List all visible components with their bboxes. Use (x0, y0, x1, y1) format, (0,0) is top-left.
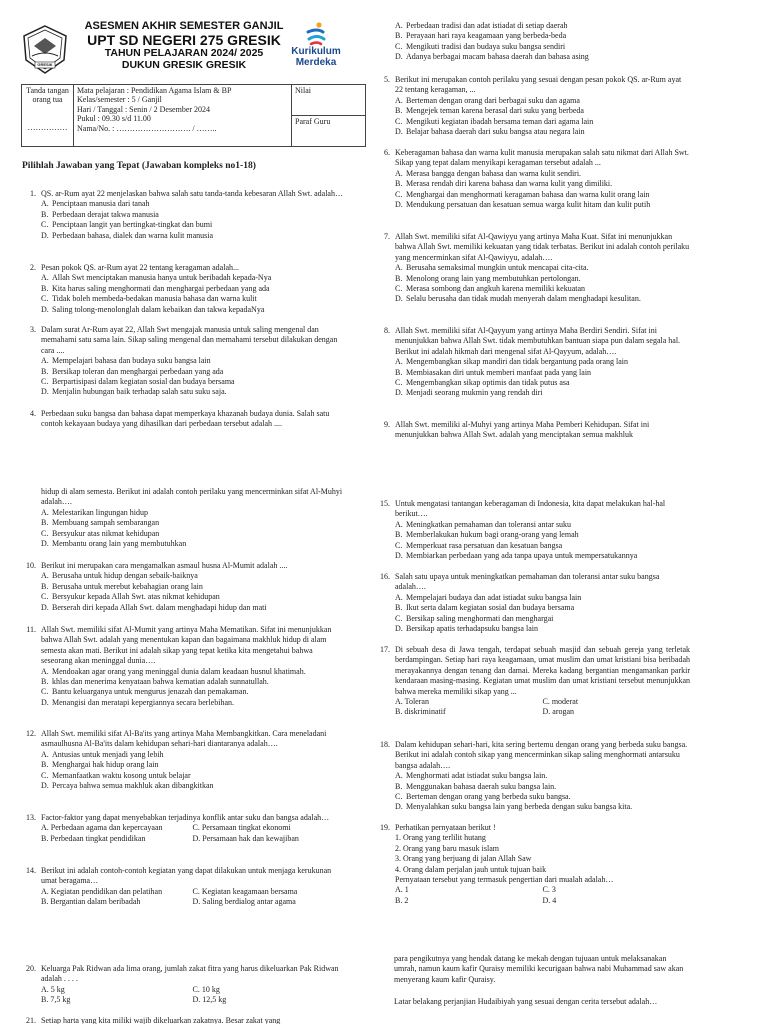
option-a[interactable]: A. Mendoakan agar orang yang meninggal dunia dalam keadaan husnul khatimah. (41, 666, 306, 676)
option-b[interactable]: B. 7,5 kg (41, 995, 71, 1005)
question-number: 3. (30, 325, 36, 334)
question-1 (22, 189, 344, 241)
option-d[interactable]: D. Persamaan hak dan kewajiban (192, 833, 299, 843)
statement-3: 3. Orang yang berjuang di jalan Allah Saw (395, 854, 532, 864)
question-7 (376, 232, 690, 305)
option-d[interactable]: D. Menjadi seorang mukmin yang rendah diri (395, 388, 543, 398)
kurikulum-merdeka-logo (282, 22, 350, 74)
teacher-initial-cell (292, 116, 366, 147)
question-text: Untuk mengatasi tantangan keberagaman di Indonesia, kita dapat melakukan hal-hal berikut…. (395, 499, 666, 519)
question-text: QS. ar-Rum ayat 22 menjelaskan bahwa salah satu tanda-tanda kebesaran Allah Swt. adalah… (41, 189, 343, 198)
question-text: Berikut ini adalah contoh-contoh kegiatan yang dapat dilakukan untuk menjaga kerukunan umat beragama… (41, 866, 332, 886)
kurikulum-text-2: Merdeka (295, 56, 337, 68)
question-number: 7. (384, 232, 390, 241)
statement-2: 2. Orang yang baru masuk islam (395, 843, 499, 853)
option-b[interactable]: B. Perbedaan tingkat pendidikan (41, 833, 146, 843)
time-field: Pukul : 09.30 s/d 11.00 (77, 114, 151, 124)
option-d[interactable]: D. Belajar bahasa daerah dari suku bangsa atau negara lain (395, 127, 585, 137)
score-cell (292, 85, 366, 116)
name-field[interactable]: Nama/No. : ………………………. / …….. (77, 123, 217, 133)
option-c[interactable]: C. Merasa sombong dan angkuh karena memiliki kekuatan (395, 284, 586, 294)
question-14 (22, 866, 344, 908)
option-b[interactable]: B. Menolong orang lain yang membutuhkan pertolongan. (395, 273, 581, 283)
option-b[interactable]: B. Menghargai hak hidup orang lain (41, 760, 159, 770)
option-d[interactable]: D. 4 (542, 895, 557, 905)
logo-text: GRESIK (37, 62, 53, 67)
question-3 (22, 325, 344, 398)
option-b[interactable]: B. Menggunakan bahasa daerah suku bangsa lain. (395, 781, 557, 791)
parent-signature-cell (22, 85, 74, 147)
option-a[interactable]: A. Toleran (395, 697, 429, 707)
option-c[interactable]: C. Memanfaatkan waktu kosong untuk belajar (41, 770, 191, 780)
option-a[interactable]: A. Mempelajari bahasa dan budaya suku bangsa lain (41, 356, 211, 366)
school-year: TAHUN PELAJARAN 2024/ 2025 (104, 47, 264, 59)
question-text: Keluarga Pak Ridwan ada lima orang, jumlah zakat fitra yang harus dikeluarkan Pak Ridwan adalah . . . . (41, 964, 339, 984)
option-c[interactable]: C. Kegiatan keagamaan bersama (192, 886, 298, 896)
option-a[interactable]: A. Kegiatan pendidikan dan pelatihan (41, 886, 163, 896)
option-b[interactable]: B. Mengejek teman karena berasal dari suku yang berbeda (395, 106, 584, 116)
school-header (84, 20, 284, 71)
story-paragraph: para pengikutnya yang hendak datang ke mekah dengan tujuaan untuk melaksanakan umrah, namun kaum kafir Quraisy memiliki kecurigaan bahwa nabi Muhammad saw akan menyerang kaum kafir Quraisy. (394, 954, 684, 984)
question-text: Setiap harta yang kita miliki wajib dikeluarkan zakatnya. Besar zakat yang (41, 1016, 281, 1024)
question-text: Allah Swt. memiliki sifat Al-Ba'its yang artinya Maha Membangkitkan. Cara meneladani asmaulhusna Al-Ba'its dalam kehidupan sehari-hari diantaranya adalah…. (41, 729, 327, 749)
option-a[interactable]: A. Mengembangkan sikap mandiri dan tidak bergantung pada orang lain (395, 357, 629, 367)
question-text: Allah Swt. memiliki sifat Al-Qayyum yang artinya Maha Berdiri Sendiri. Sifat ini menunjukkan bahwa Allah Swt. tidak membutuhkan bantuan siapa pun dalam segala hal. Berikut ini adalah hikmah dari mengenal sifat Al-Qayyum, adalah…. (395, 326, 681, 356)
option-d[interactable]: D. Percaya bahwa semua makhluk akan dibangkitkan (41, 781, 214, 791)
option-c[interactable]: C. Berteman dengan orang yang berbeda suku bangsa. (395, 792, 571, 802)
student-info-table (21, 84, 366, 147)
option-c[interactable]: C. 10 kg (192, 984, 220, 994)
option-b[interactable]: B. 2 (395, 895, 409, 905)
option-a[interactable]: A. Antusias untuk menjadi yang lebih (41, 749, 164, 759)
teacher-initial-label: Paraf Guru (295, 117, 331, 126)
option-d[interactable]: D. 12,5 kg (192, 995, 227, 1005)
option-b[interactable]: B. Perayaan hari raya keagamaan yang berbeda-beda (395, 31, 567, 41)
question-8 (376, 326, 690, 399)
question-20 (22, 964, 344, 1006)
question-5 (376, 75, 690, 137)
option-d[interactable]: D. Membantu orang lain yang membutuhkan (41, 539, 187, 549)
option-b[interactable]: B. Kita harus saling menghormati dan menghargai perbedaan yang ada (41, 283, 270, 293)
option-a[interactable]: A. Perbedaan agama dan kepercayaan (41, 823, 163, 833)
option-c[interactable]: C. Penciptaan langit yan bertingkat-tingkat dan bumi (41, 220, 213, 230)
option-c[interactable]: C. Bersyukur kepada Allah Swt. atas nikmat kehidupan (41, 592, 220, 602)
question-9 (376, 420, 690, 441)
question-4 (22, 409, 344, 430)
question-text: Factor-faktor yang dapat menyebabkan terjadinya konflik antar suku dan bangsa adalah… (41, 813, 330, 822)
question-text: Allah Swt. memiliki al-Muhyi yang artinya Maha Pemberi Kehidupan. Sifat ini menunjukkan bahwa Allah Swt. adalah yang menciptakan semua makhluk (395, 420, 650, 440)
question-text: Perbedaan suku bangsa dan bahasa dapat memperkaya khazanah budaya dunia. Salah satu contoh kekayaan budaya yang dihasilkan dari perbedaan tersebut adalah .... (41, 409, 330, 429)
question-text: Berikut ini merupakan contoh perilaku yang sesuai dengan pesan pokok QS. ar-Rum ayat 22 tentang keragaman, ... (395, 75, 682, 95)
question-number: 9. (384, 420, 390, 429)
option-a[interactable]: A. Penciptaan manusia dari tanah (41, 199, 150, 209)
school-location: DUKUN GRESIK GRESIK (121, 58, 247, 71)
question-18 (376, 740, 690, 813)
subject-field: Mata pelajaran : Pendidikan Agama Islam & BP (77, 86, 232, 95)
statement-1: 1. Orang yang terlilit hutang (395, 833, 486, 843)
question-19-prompt: Pernyataan tersebut yang termasuk pengertian dari mualah adalah… (395, 875, 614, 885)
question-16 (376, 572, 690, 634)
question-13 (22, 813, 344, 844)
statement-4: 4. Orang dalam perjalan jauh untuk tujuan baik (395, 864, 547, 874)
option-a[interactable]: A. Mempelajari budaya dan adat istiadat suku bangsa lain (395, 592, 582, 602)
question-number: 2. (30, 263, 36, 272)
option-d[interactable]: D. Adanya berbagai macam bahasa daerah dan bahasa asing (395, 52, 589, 62)
question-15 (376, 499, 690, 561)
option-c[interactable]: C. Mengikuti tradisi dan budaya suku bangsa sendiri (395, 41, 566, 51)
option-a[interactable]: A. Melestarikan lingungan hidup (41, 507, 148, 517)
option-a[interactable]: A. Berusaha semaksimal mungkin untuk mencapai cita-cita. (395, 263, 589, 273)
question-number: 11. (26, 625, 36, 634)
option-c[interactable]: C. Tidak boleh membeda-bedakan manusia bahasa dan warna kulit (41, 294, 257, 304)
option-b[interactable]: B. Membiasakan diri untuk memberi manfaat pada yang lain (395, 367, 592, 377)
option-b[interactable]: B. Perbedaan derajat takwa manusia (41, 209, 159, 219)
option-a[interactable]: A. Berusaha untuk hidup dengan sebaik-baiknya (41, 571, 198, 581)
option-c[interactable]: C. Berpartisipasi dalam kegiatan sosial dan budaya bersama (41, 377, 235, 387)
exam-details-cell (74, 85, 292, 147)
option-c[interactable]: C. moderat (542, 697, 579, 707)
option-b[interactable]: B. Merasa rendah diri karena bahasa dan warna kulit yang dimiliki. (395, 179, 613, 189)
option-c[interactable]: C. Bersikap saling menghormati dan menghargai (395, 613, 554, 623)
option-c[interactable]: C. Persamaan tingkat ekonomi (192, 823, 291, 833)
option-b[interactable]: B. diskriminatif (395, 707, 446, 717)
option-c[interactable]: C. Mengikuti kegiatan ibadah bersama teman dari agama lain (395, 116, 594, 126)
option-d[interactable]: D. Menjalin hubungan baik terhadap salah satu suku saja. (41, 387, 227, 397)
option-a[interactable]: A. 5 kg (41, 984, 65, 994)
option-b[interactable]: B. Bersikap toleran dan menghargai perbedaan yang ada (41, 366, 224, 376)
option-c[interactable]: C. 3 (542, 885, 556, 895)
option-d[interactable]: D. Berserah diri kepada Allah Swt. dalam menghadapi hidup dan mati (41, 602, 267, 612)
option-d[interactable]: D. Membiarkan perbedaan yang ada tanpa upaya untuk mempersatukannya (395, 551, 638, 561)
question-number: 1. (30, 189, 36, 198)
option-c[interactable]: C. Bersyukur atas nikmat kehidupan (41, 528, 160, 538)
school-name: UPT SD NEGERI 275 GRESIK (87, 32, 281, 48)
question-number: 14. (26, 866, 36, 875)
question-9-continued (22, 487, 344, 549)
question-number: 13. (26, 813, 36, 822)
option-b[interactable]: B. khlas dan menerima kenyataan bahwa kematian adalah sunnatullah. (41, 677, 269, 687)
question-number: 16. (380, 572, 390, 581)
question-text: Berikut ini merupakan cara mengamalkan asmaul husna Al-Mumit adalah .... (41, 561, 288, 570)
option-a[interactable]: A. Perbedaan tradisi dan adat istiadat di setiap daerah (395, 21, 568, 30)
class-field: Kelas/semester : 5 / Ganjil (77, 95, 162, 105)
option-d[interactable]: D. Saling berdialog antar agama (192, 897, 296, 907)
question-text: hidup di alam semesta. Berikut ini adalah contoh perilaku yang mencerminkan sifat Al-Muhyi adalah…. (41, 487, 343, 507)
option-a[interactable]: A. Menghormati adat istiadat suku bangsa lain. (395, 771, 548, 781)
option-b[interactable]: B. Bergantian dalam beribadah (41, 897, 141, 907)
option-c[interactable]: C. Mengembangkan sikap optimis dan tidak putus asa (395, 378, 570, 388)
question-number: 17. (380, 645, 390, 654)
question-11 (22, 625, 344, 708)
question-number: 19. (380, 823, 390, 832)
option-b[interactable]: B. Berusaha untuk merebut kebahagian orang lain (41, 581, 203, 591)
question-number: 8. (384, 326, 390, 335)
question-text: Salah satu upaya untuk meningkatkan pemahaman dan toleransi antar suku bangsa adalah…. (395, 572, 660, 592)
parent-signature-label: Tanda tangan orang tua (26, 86, 69, 105)
question-text: Allah Swt. memiliki sifat Al-Mumit yang artinya Maha Mematikan. Sifat ini menunjukkan bahwa Allah Swt. adalah yang menentukan kapan dan bagaimana makhluk hidup di alam semesta akan mati. Berikut ini adalah sikap yang tepat ketika kita mengetahui bahwa seseorang akan meninggal dunia…. (41, 625, 332, 666)
question-text: Keberagaman bahasa dan warna kulit manusia merupakan salah satu nikmat dari Allah Swt. Sikap yang tepat dalam menyikapi keragaman tersebut adalah ... (395, 148, 689, 168)
question-number: 20. (26, 964, 36, 973)
question-4-options (376, 21, 690, 63)
question-19 (376, 823, 690, 906)
question-12 (22, 729, 344, 791)
question-number: 5. (384, 75, 390, 84)
score-label: Nilai (295, 86, 311, 95)
question-number: 10. (26, 561, 36, 570)
question-text: Dalam surat Ar-Rum ayat 22, Allah Swt mengajak manusia untuk saling mengenal dan memahami satu sama lain. Sikap saling mengenal dan memahami tersebut dilakukan dengan cara .... (41, 325, 338, 355)
gresik-logo (20, 24, 70, 76)
instruction-title: Pilihlah Jawaban yang Tepat (Jawaban kompleks no1-18) (22, 161, 256, 171)
option-d[interactable]: D. Saling tolong-menolonglah dalam kebaikan dan takwa kepadaNya (41, 304, 265, 314)
option-d[interactable]: D. Menangisi dan meratapi kepergiannya secara berlebihan. (41, 697, 234, 707)
option-a[interactable]: A. Meningkatkan pemahaman dan toleransi antar suku (395, 519, 572, 529)
exam-title: ASESMEN AKHIR SEMESTER GANJIL (84, 20, 284, 32)
option-b[interactable]: B. Memberlakukan hukum bagi orang-orang yang lemah (395, 530, 579, 540)
question-number: 15. (380, 499, 390, 508)
option-b[interactable]: B. Membuang sampah sembarangan (41, 518, 160, 528)
question-10 (22, 561, 344, 613)
question-text: Dalam kehidupan sehari-hari, kita sering bertemu dengan orang yang berbeda suku bangsa. Berikut ini adalah contoh sikap yang mencerminkan sikap saling menghormati antarsuku bangsa adalah…. (395, 740, 688, 770)
option-a[interactable]: A. Berteman dengan orang dari berbagai suku dan agama (395, 95, 580, 105)
option-b[interactable]: B. Ikut serta dalam kegiatan sosial dan budaya bersama (395, 603, 575, 613)
question-number: 4. (30, 409, 36, 418)
kurikulum-text-1: Kurikulum (291, 46, 341, 57)
option-d[interactable]: D. Perbedaan bahasa, dialek dan warna kulit manusia (41, 230, 214, 240)
option-d[interactable]: D. arogan (542, 707, 575, 717)
question-number: 18. (380, 740, 390, 749)
option-a[interactable]: A. Merasa bangga dengan bahasa dan warna kulit sendiri. (395, 168, 582, 178)
question-text: Allah Swt. memiliki sifat Al-Qawiyyu yang artinya Maha Kuat. Sifat ini menunjukkan bahwa Allah Swt. memiliki kekuatan yang tidak terbatas. Berikut ini adalah contoh perilaku yang mencerminkan sifat Al-Qawiyyu, adalah…. (395, 232, 690, 262)
option-c[interactable]: C. Bantu keluarganya untuk mengurus jenazah dan pemakaman. (41, 687, 249, 697)
question-17 (376, 645, 690, 718)
question-number: 21. (26, 1016, 36, 1024)
question-text: Di sebuah desa di Jawa tengah, terdapat sebuah masjid dan sebuah gereja yang terletak berdampingan. Setiap hari raya keagamaan, umat muslim dan umat kristiani bisa beribadah merayakannya dengan tenang dan damai. Mereka kadang bergantian mengamankan parkir kendaraan masing-masing. Kegiatan umat muslim dan umat kristiani tersebut menunjukkan bahwa mereka memiliki sikap yang ... (395, 645, 690, 696)
option-d[interactable]: D. Menyalahkan suku bangsa lain yang berbeda dengan suku bangsa kita. (395, 802, 633, 812)
kurikulum-icon (305, 22, 327, 46)
question-text: Perhatikan pernyataan berikut ! (395, 823, 496, 832)
question-text: Pesan pokok QS. ar-Rum ayat 22 tentang keragaman adalah... (41, 263, 240, 272)
story-question: Latar belakang perjanjian Hudaibiyah yang sesuai dengan cerita tersebut adalah… (394, 997, 658, 1006)
question-number: 6. (384, 148, 390, 157)
question-2 (22, 263, 344, 315)
question-number: 12. (26, 729, 36, 738)
option-d[interactable]: D. Bersikap apatis terhadapsuku bangsa lain (395, 624, 538, 634)
date-field: Hari / Tanggal : Senin / 2 Desember 2024 (77, 104, 211, 114)
question-21 (22, 1016, 344, 1024)
option-c[interactable]: C. Memperkuat rasa persatuan dan kesatuan bangsa (395, 540, 563, 550)
question-6 (376, 148, 690, 210)
option-c[interactable]: C. Menghargai dan menghormati keragaman bahasa dan warna kulit orang lain (395, 189, 650, 199)
option-a[interactable]: A. 1 (395, 885, 409, 895)
option-d[interactable]: D. Selalu berusaha dan tidak mudah menyerah dalam menghadapi kesulitan. (395, 294, 641, 304)
option-a[interactable]: A. Allah Swt menciptakan manusia hanya untuk beribadah kepada-Nya (41, 273, 272, 283)
option-d[interactable]: D. Mendukung persatuan dan kesatuan semua warga kulit hitam dan kulit putih (395, 200, 651, 210)
parent-signature-line[interactable]: …………… (27, 122, 68, 132)
